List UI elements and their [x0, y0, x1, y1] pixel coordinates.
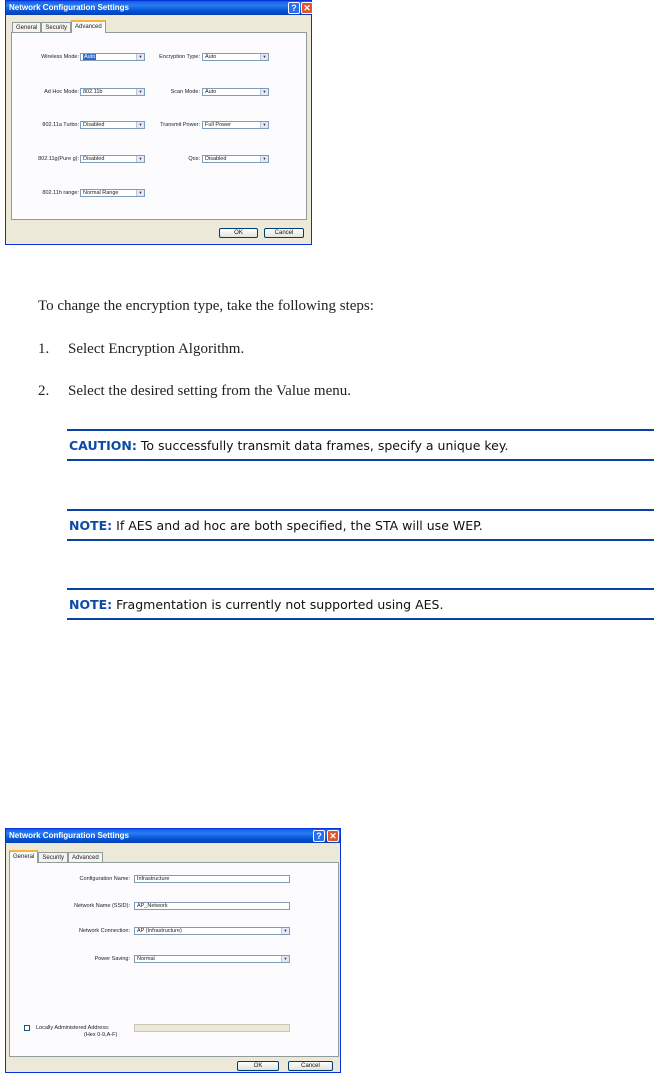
chevron-down-icon: ▼: [136, 89, 144, 95]
transmit-power-label: Transmit Power:: [160, 122, 200, 128]
step-number: 1.: [38, 341, 50, 357]
dialog-title: Network Configuration Settings: [9, 831, 129, 840]
range-value: Normal Range: [83, 190, 119, 196]
qos-value: Disabled: [205, 156, 227, 162]
laa-checkbox[interactable]: [24, 1025, 30, 1031]
dialog-title-bar[interactable]: [6, 829, 340, 843]
pure-g-label: 802.11g(Pure g):: [38, 156, 79, 162]
chevron-down-icon: ▼: [136, 122, 144, 128]
note-label: NOTE:: [69, 518, 113, 533]
note-text: If AES and ad hoc are both specified, the STA will use WEP.: [116, 518, 483, 533]
power-saving-select[interactable]: [134, 955, 290, 963]
chevron-down-icon: ▼: [136, 156, 144, 162]
tab-security[interactable]: Security: [38, 852, 68, 863]
chevron-down-icon: ▼: [260, 54, 268, 60]
advanced-panel: [11, 32, 307, 220]
cancel-button[interactable]: Cancel: [288, 1061, 333, 1071]
ssid-input[interactable]: AP_Network: [134, 902, 290, 910]
laa-label: Locally Administered Address:: [36, 1025, 110, 1031]
power-saving-label: Power Saving:: [94, 956, 130, 962]
chevron-down-icon: ▼: [281, 956, 289, 962]
tab-general[interactable]: General: [12, 22, 41, 33]
note-label: NOTE:: [69, 597, 113, 612]
laa-sublabel: (Hex 0-9,A-F): [84, 1032, 118, 1038]
encryption-type-value: Auto: [205, 54, 217, 60]
transmit-power-select[interactable]: [202, 121, 269, 129]
chevron-down-icon: ▼: [136, 54, 144, 60]
chevron-down-icon: ▼: [260, 89, 268, 95]
turbo-label: 802.11a Turbo:: [42, 122, 79, 128]
dialog-title: Network Configuration Settings: [9, 3, 129, 12]
wireless-mode-label: Wireless Mode:: [41, 54, 79, 60]
step-text: Select the desired setting from the Value menu.: [68, 383, 351, 399]
transmit-power-value: Full Power: [205, 122, 231, 128]
note-box: [67, 509, 654, 541]
connection-value: AP (Infrastructure): [137, 928, 182, 934]
range-select[interactable]: [80, 189, 145, 197]
step-text: Select Encryption Algorithm.: [68, 341, 245, 357]
connection-label: Network Connection:: [78, 928, 130, 934]
ssid-label: Network Name (SSID):: [74, 903, 130, 909]
step-number: 2.: [38, 383, 50, 399]
chevron-down-icon: ▼: [260, 156, 268, 162]
dialog-general: [5, 828, 341, 1073]
adhoc-mode-label: Ad Hoc Mode:: [44, 89, 79, 95]
ok-button[interactable]: OK: [237, 1061, 279, 1071]
tab-advanced[interactable]: Advanced: [68, 852, 103, 863]
laa-input[interactable]: [134, 1024, 290, 1032]
general-panel: [9, 862, 339, 1057]
note-text: Fragmentation is currently not supported using AES.: [116, 597, 444, 612]
ok-button[interactable]: OK: [219, 228, 258, 238]
close-button[interactable]: [327, 830, 339, 842]
tab-advanced[interactable]: Advanced: [71, 20, 106, 33]
adhoc-mode-value: 802.11b: [83, 89, 103, 95]
chevron-down-icon: ▼: [281, 928, 289, 934]
caution-text: To successfully transmit data frames, specify a unique key.: [140, 438, 509, 453]
caution-box: [67, 429, 654, 461]
dialog-advanced: [5, 0, 312, 245]
tab-security[interactable]: Security: [41, 22, 71, 33]
tab-general[interactable]: General: [9, 850, 38, 863]
dialog-title-bar[interactable]: [6, 1, 311, 15]
help-icon: ?: [291, 3, 297, 13]
wireless-mode-value: Auto: [84, 54, 96, 60]
turbo-select[interactable]: [80, 121, 145, 129]
pure-g-select[interactable]: [80, 155, 145, 163]
cancel-button[interactable]: Cancel: [264, 228, 304, 238]
wireless-mode-select[interactable]: [80, 53, 145, 61]
scan-mode-label: Scan Mode:: [170, 89, 200, 95]
turbo-value: Disabled: [83, 122, 105, 128]
pure-g-value: Disabled: [83, 156, 105, 162]
caution-label: CAUTION:: [69, 438, 137, 453]
close-button[interactable]: [301, 2, 313, 14]
help-button[interactable]: [313, 830, 325, 842]
qos-select[interactable]: [202, 155, 269, 163]
chevron-down-icon: ▼: [260, 122, 268, 128]
encryption-type-select[interactable]: [202, 53, 269, 61]
config-name-input[interactable]: Infrastructure: [134, 875, 290, 883]
range-label: 802.11h range:: [42, 190, 79, 196]
adhoc-mode-select[interactable]: [80, 88, 145, 96]
help-button[interactable]: [288, 2, 300, 14]
chevron-down-icon: ▼: [136, 190, 144, 196]
config-name-label: Configuration Name:: [79, 876, 130, 882]
instructions-intro: To change the encryption type, take the following steps:: [38, 298, 374, 314]
power-saving-value: Normal: [137, 956, 155, 962]
scan-mode-value: Auto: [205, 89, 217, 95]
qos-label: Qos:: [188, 156, 200, 162]
note-box: [67, 588, 654, 620]
encryption-type-label: Encryption Type:: [159, 54, 200, 60]
close-icon: ✕: [329, 831, 337, 841]
connection-select[interactable]: [134, 927, 290, 935]
close-icon: ✕: [303, 3, 311, 13]
help-icon: ?: [316, 831, 322, 841]
scan-mode-select[interactable]: [202, 88, 269, 96]
